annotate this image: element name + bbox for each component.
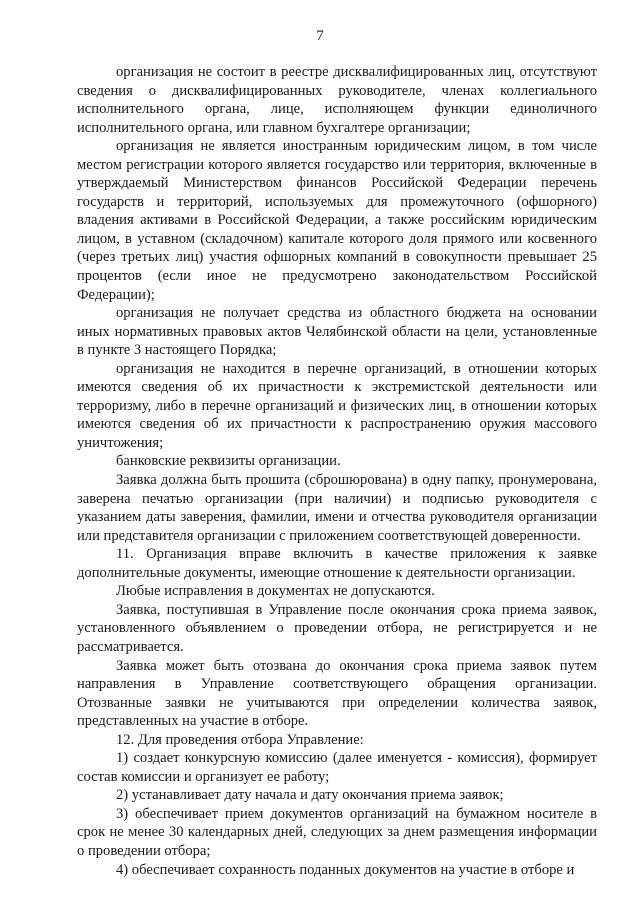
paragraph: Заявка может быть отозвана до окончания срока приема заявок путем направления в Управление соответствующего обращения организации. Отозванные заявки не учитываются при определении количества заявок, представленных на участие в отборе. [77,657,597,730]
paragraph: 12. Для проведения отбора Управление: [116,731,364,748]
paragraph: 3) обеспечивает прием документов организаций на бумажном носителе в срок не менее 30 календарных дней, следующих за днем размещения информации о проведении отбора; [77,805,597,859]
paragraph: 1) создает конкурсную комиссию (далее именуется - комиссия), формирует состав комиссии и организует ее работу; [77,750,597,785]
paragraph: 4) обеспечивает сохранность поданных документов на участие в отборе и [116,861,575,878]
paragraph: Заявка должна быть прошита (сброшюрована) в одну папку, пронумерована, заверена печатью организации (при наличии) и подписью руководителя с указанием даты заверения, фамилии, имени и отчества руководителя организации или представителя организации с приложением соответствующей доверенности. [77,472,597,544]
document-body [77,63,597,879]
paragraph: организация не является иностранным юридическим лицом, в том числе местом регистрации которого является государство или территория, включенные в утверждаемый Министерством финансов Российской Федерации перечень государств и территорий, используемых для промежуточного (офшорного) владения активами в Российской Федерации, а также российским юридическим лицом, в уставном (складочном) капитале которого доля прямого или косвенного (через третьих лиц) участия офшорных компаний в совокупности превышает 25 процентов (если иное не предусмотрено законодательством Российской Федерации); [77,138,597,303]
paragraph: банковские реквизиты организации. [116,453,341,470]
paragraph: 11. Организация вправе включить в качестве приложения к заявке дополнительные документы, имеющие отношение к деятельности организации. [77,546,597,581]
paragraph: организация не получает средства из областного бюджета на основании иных нормативных правовых актов Челябинской области на цели, установленные в пункте 3 настоящего Порядка; [77,305,597,359]
paragraph: организация не состоит в реестре дисквалифицированных лиц, отсутствуют сведения о дисквалифицированных руководителе, членах коллегиального исполнительного органа, лице, исполняющем функции единоличного исполнительного органа, или главном бухгалтере организации; [77,64,597,136]
page-number: 7 [316,28,324,44]
paragraph: Заявка, поступившая в Управление после окончания срока приема заявок, установленного объявлением о проведении отбора, не регистрируется и не рассматривается. [77,601,597,655]
paragraph: организация не находится в перечне организаций, в отношении которых имеются сведения об их причастности к экстремистской деятельности или терроризму, либо в перечне организаций и физических лиц, в отношении которых имеются сведения об их причастности к распространению оружия массового уничтожения; [77,360,597,451]
paragraph: 2) устанавливает дату начала и дату окончания приема заявок; [116,787,504,804]
paragraph: Любые исправления в документах не допускаются. [116,583,435,600]
